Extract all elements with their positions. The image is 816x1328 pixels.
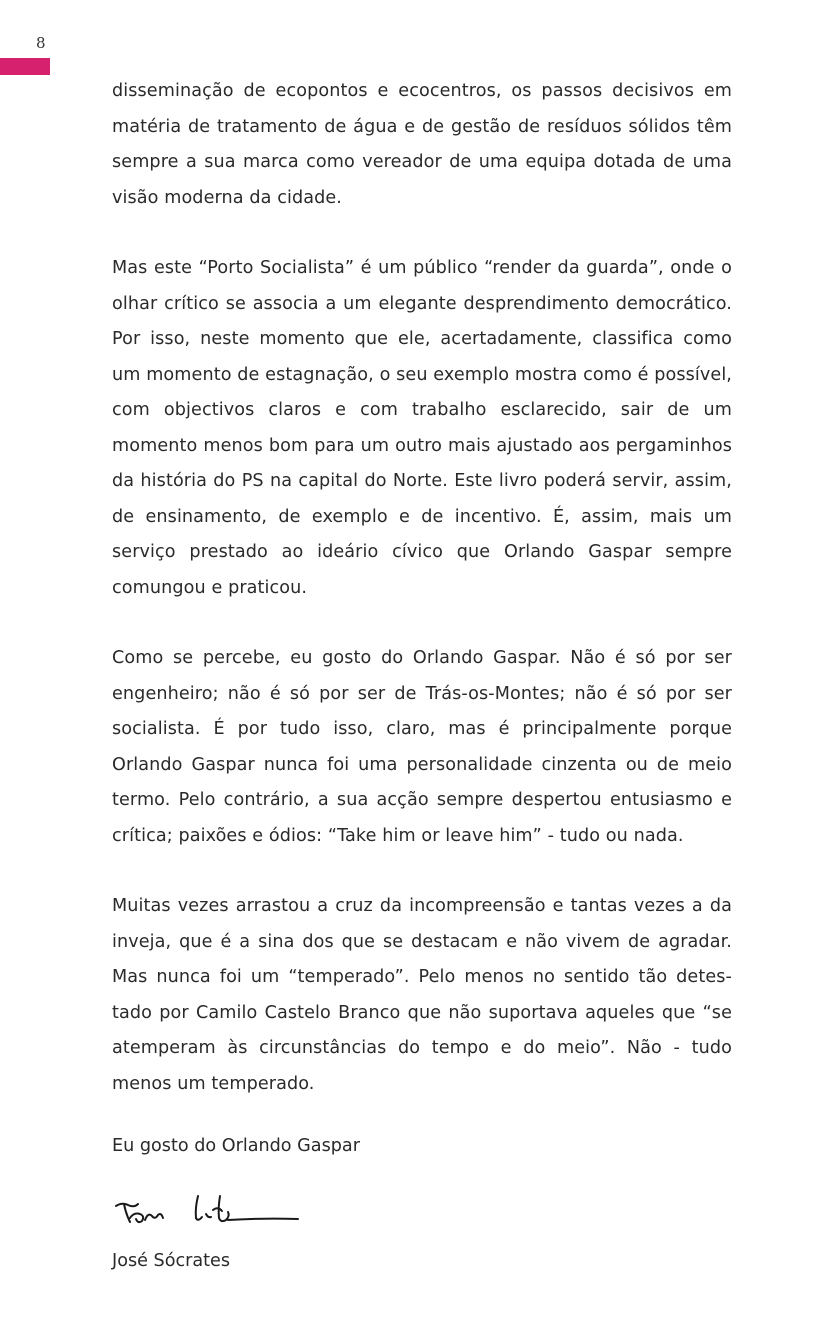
paragraph: disseminação de ecopontos e ecocentros, os passos decisivos em matéria de tratamento de água e de gestão de resíduos sólidos têm sempre a sua marca como vereador de uma equipa dotada de uma visão moderna da cidade.: [112, 81, 732, 208]
accent-bar: [0, 58, 50, 75]
paragraph: Muitas vezes arrastou a cruz da incompreensão e tantas vezes a da inveja, que é a sina dos que se destacam e não vivem de agradar. Mas nunca foi um “temperado”. Pelo menos no sentido tão detes-tado por Camilo Castelo Branco que não suportava aqueles que “se atemperam às circunstâncias do tempo e do meio”. Não - tudo menos um temperado.: [112, 896, 732, 1094]
signatory-name: José Sócrates: [112, 1251, 231, 1271]
paragraph: Como se percebe, eu gosto do Orlando Gaspar. Não é só por ser engenheiro; não é só por ser de Trás-os-Montes; não é só por ser socialista. É por tudo isso, claro, mas é principalmente porque Orlando Gaspar nunca foi uma personalidade cinzenta ou de meio termo. Pelo contrário, a sua acção sempre despertou entusiasmo e crítica; paixões e ódios: “Take him or leave him” - tudo ou nada.: [112, 648, 732, 846]
closing-line: Eu gosto do Orlando Gaspar: [112, 1136, 360, 1156]
handwritten-signature: [112, 1190, 302, 1234]
body-text: [112, 74, 732, 1164]
page-number: 8: [36, 34, 46, 52]
paragraph: Mas este “Porto Socialista” é um público “render da guarda”, onde o olhar crítico se associa a um elegante desprendimento democrático. Por isso, neste momento que ele, acertadamente, classifica como um momento de estagnação, o seu exemplo mostra como é possível, com objectivos claros e com trabalho esclarecido, sair de um momento menos bom para um outro mais ajustado aos pergaminhos da história do PS na capital do Norte. Este livro poderá servir, assim, de ensinamento, de exemplo e de incentivo. É, assim, mais um serviço prestado ao ideário cívico que Orlando Gaspar sempre comungou e praticou.: [112, 258, 732, 598]
